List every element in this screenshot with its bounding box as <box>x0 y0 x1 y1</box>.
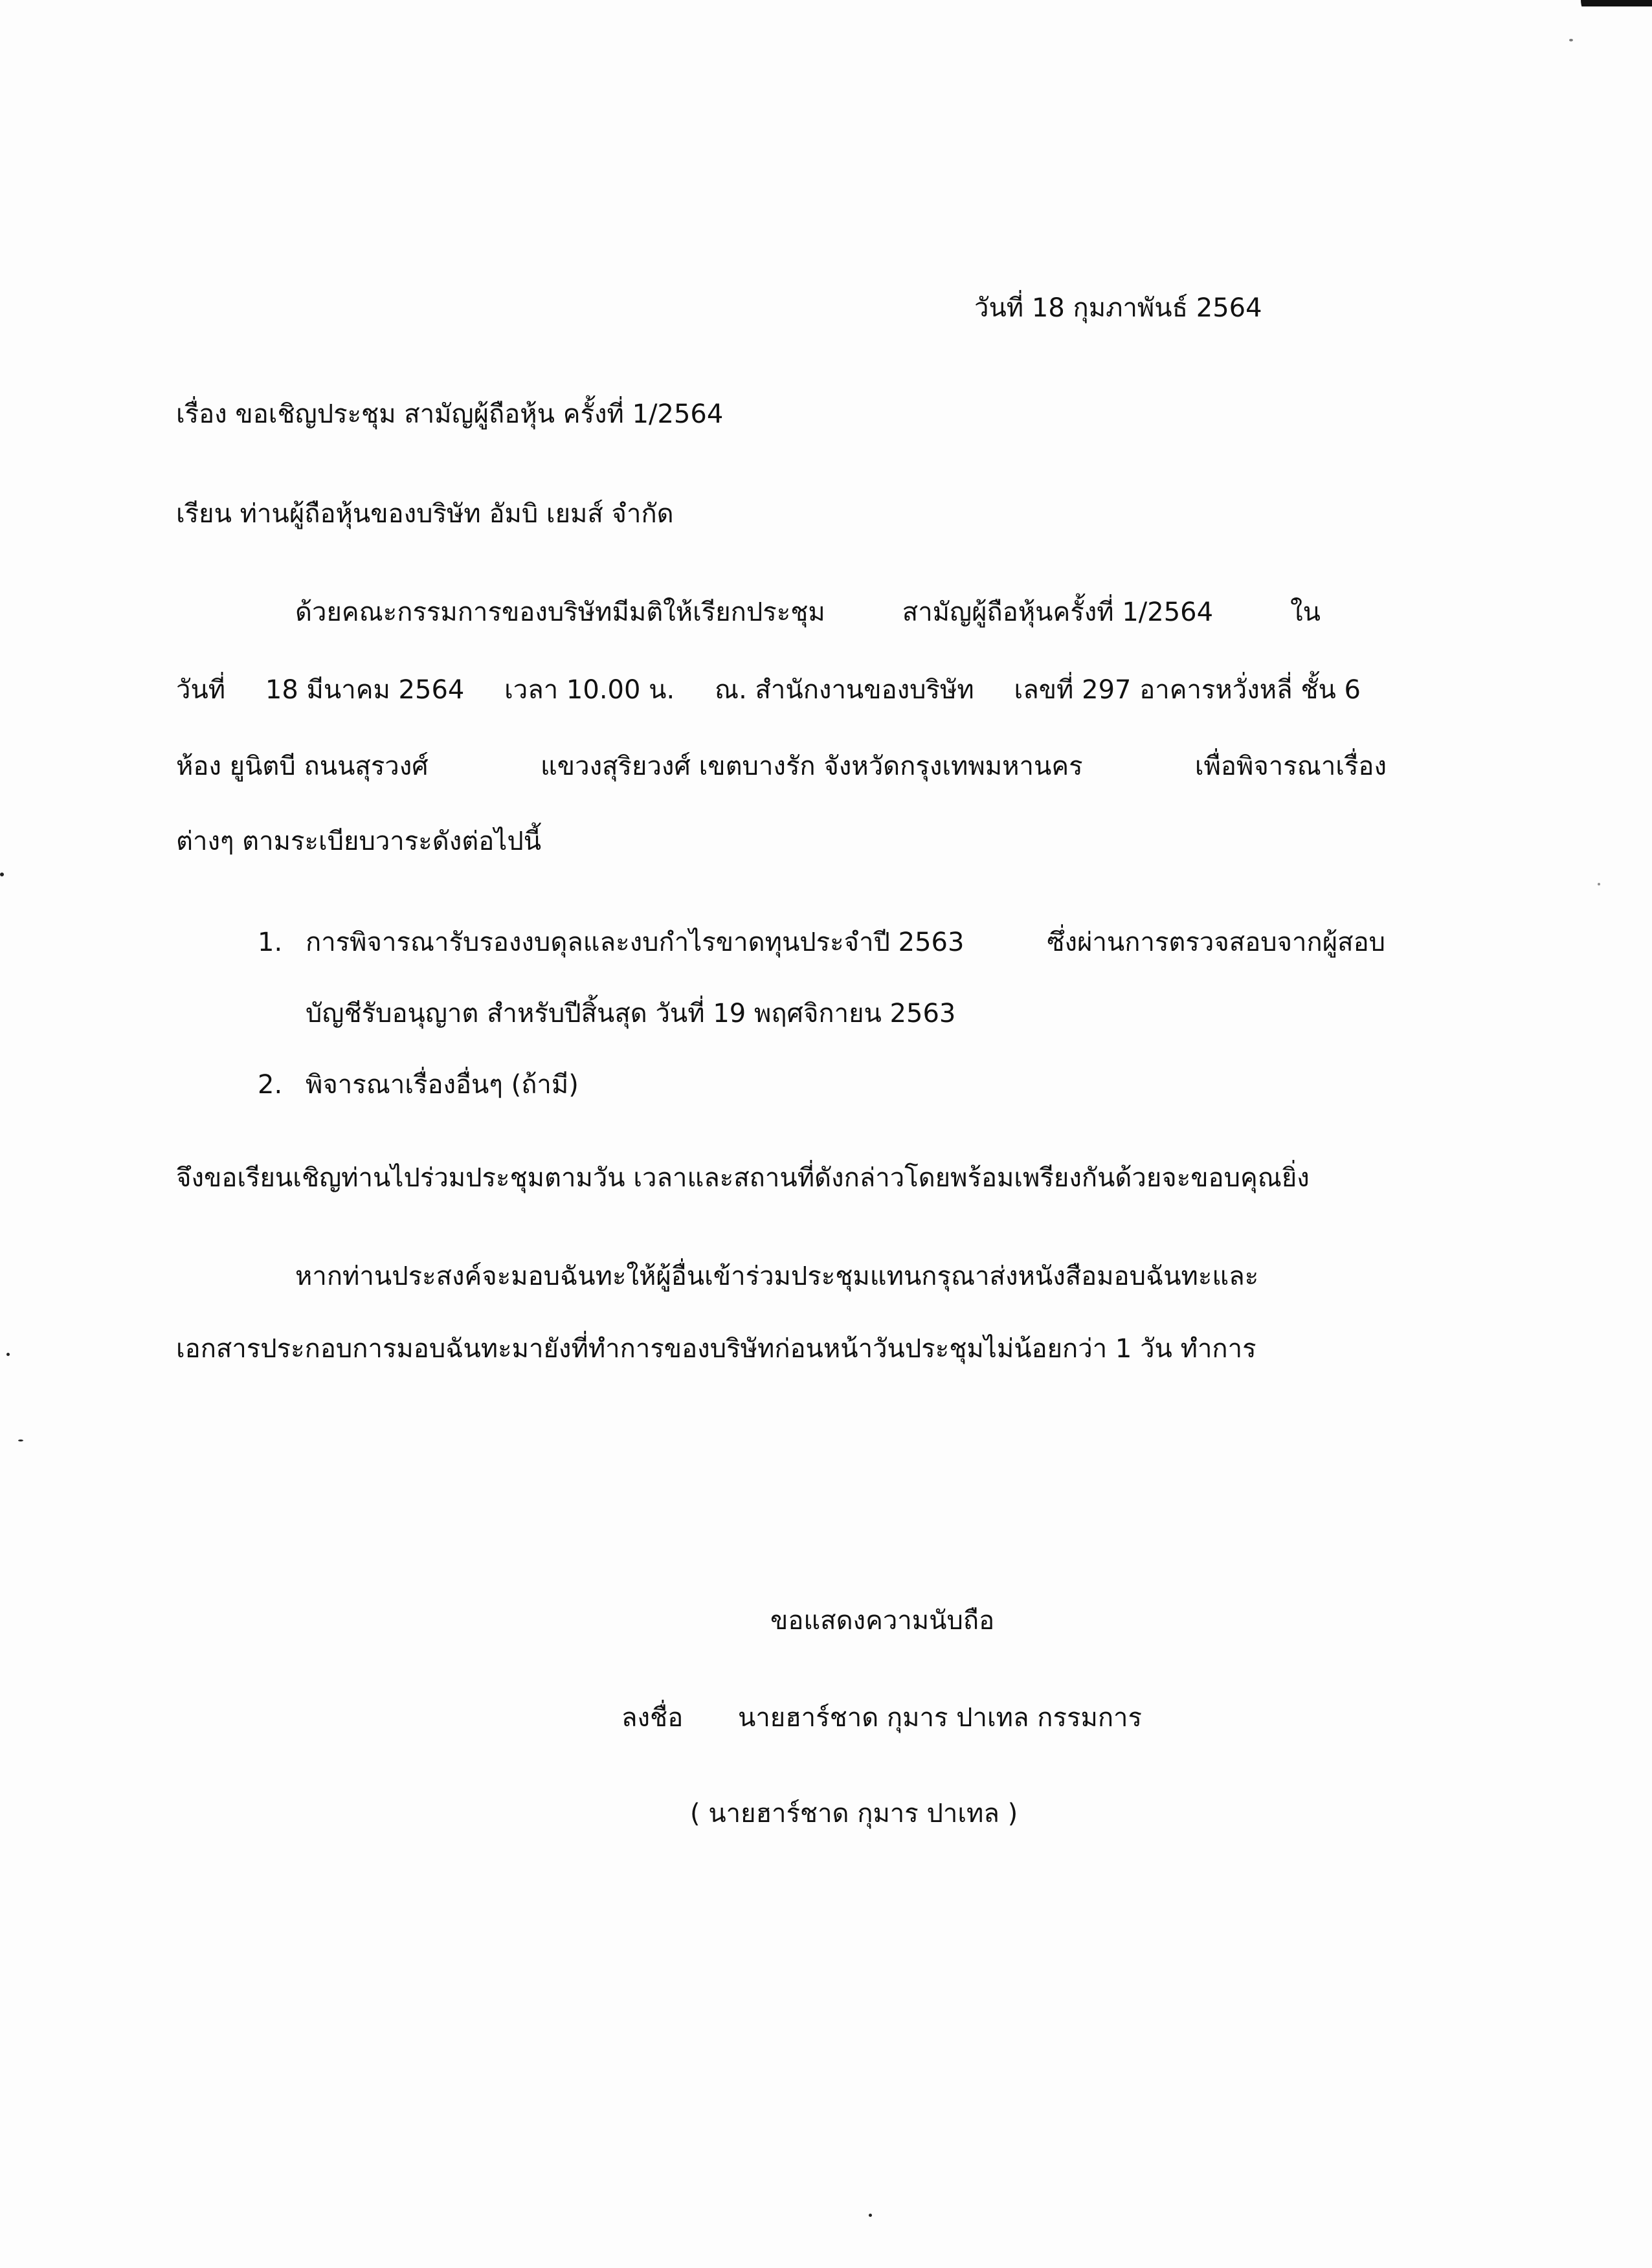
agenda-1-line-2-part-1: บัญชีรับอนุญาต สำหรับปีสิ้นสุด วันที่ 19 พฤศจิกายน 2563 <box>306 999 956 1028</box>
para1-line-3-part-2: แขวงสุริยวงศ์ เขตบางรัก จังหวัดกรุงเทพมหานคร <box>541 751 1083 781</box>
scan-speck <box>869 2214 872 2217</box>
para1-line-2-part-3: เวลา 10.00 น. <box>504 675 675 705</box>
scan-speck <box>1569 39 1573 41</box>
agenda-1-line-1-part-2: ซึ่งผ่านการตรวจสอบจากผู้สอบ <box>1047 928 1385 957</box>
scan-speck <box>6 1353 10 1356</box>
para1-line-2-part-2: 18 มีนาคม 2564 <box>265 675 465 705</box>
scan-speck <box>18 1440 23 1441</box>
para1-line-4-part-1: ต่างๆ ตามระเบียบวาระดังต่อไปนี้ <box>176 827 542 856</box>
para1-line-4 <box>176 823 541 860</box>
agenda-1-number: 1. <box>258 928 283 957</box>
para1-line-2-part-5: เลขที่ 297 อาคารหวั่งหลี่ ชั้น 6 <box>1014 675 1361 705</box>
to-line: เรียน ท่านผู้ถือหุ้นของบริษัท อัมบิ เยมส์ จำกัด <box>176 499 674 529</box>
para1-line-1-part-3: ใน <box>1290 597 1321 627</box>
para1-line-3-part-1: ห้อง ยูนิตบี ถนนสุรวงศ์ <box>176 751 429 781</box>
scan-speck <box>0 873 4 876</box>
agenda-2-line-1-part-1: พิจารณาเรื่องอื่นๆ (ถ้ามี) <box>306 1070 579 1100</box>
para1-line-2-part-4: ณ. สำนักงานของบริษัท <box>714 675 974 705</box>
para1-line-2 <box>176 672 1361 708</box>
agenda-2-number: 2. <box>258 1070 283 1100</box>
agenda-1-line-2 <box>306 995 955 1032</box>
para2: จึงขอเรียนเชิญท่านไปร่วมประชุมตามวัน เวลาและสถานที่ดังกล่าวโดยพร้อมเพรียงกันด้วยจะขอบคุณยิ่ง <box>176 1163 1310 1193</box>
para1-line-2-part-1: วันที่ <box>176 675 226 705</box>
date-line: วันที่ 18 กุมภาพันธ์ 2564 <box>974 293 1262 323</box>
signer-name: นายฮาร์ชาด กุมาร ปาเทล กรรมการ <box>738 1703 1142 1733</box>
para1-line-3 <box>176 748 1387 784</box>
scan-speck <box>1598 883 1600 885</box>
scan-corner-mark <box>1581 0 1652 25</box>
signer-name-paren: ( นายฮาร์ชาด กุมาร ปาเทล ) <box>690 1799 1018 1829</box>
para1-line-1 <box>295 594 1321 630</box>
para1-line-3-part-3: เพื่อพิจารณาเรื่อง <box>1194 751 1387 781</box>
sign-label: ลงชื่อ <box>621 1703 684 1733</box>
para1-line-1-part-2: สามัญผู้ถือหุ้นครั้งที่ 1/2564 <box>902 597 1214 627</box>
para3-line-1: หากท่านประสงค์จะมอบฉันทะให้ผู้อื่นเข้าร่วมประชุมแทนกรุณาส่งหนังสือมอบฉันทะและ <box>295 1262 1259 1291</box>
agenda-1-line-1-part-1: การพิจารณารับรองงบดุลและงบกำไรขาดทุนประจำปี 2563 <box>306 928 965 957</box>
para1-line-1-part-1: ด้วยคณะกรรมการของบริษัทมีมติให้เรียกประชุม <box>295 597 825 627</box>
agenda-2-line-1 <box>306 1067 579 1103</box>
agenda-1-line-1 <box>306 924 1385 961</box>
para3-line-2: เอกสารประกอบการมอบฉันทะมายังที่ทำการของบริษัทก่อนหน้าวันประชุมไม่น้อยกว่า 1 วัน ทำการ <box>176 1334 1256 1364</box>
subject-line: เรื่อง ขอเชิญประชุม สามัญผู้ถือหุ้น ครั้งที่ 1/2564 <box>176 399 724 429</box>
closing-regards: ขอแสดงความนับถือ <box>770 1606 995 1636</box>
